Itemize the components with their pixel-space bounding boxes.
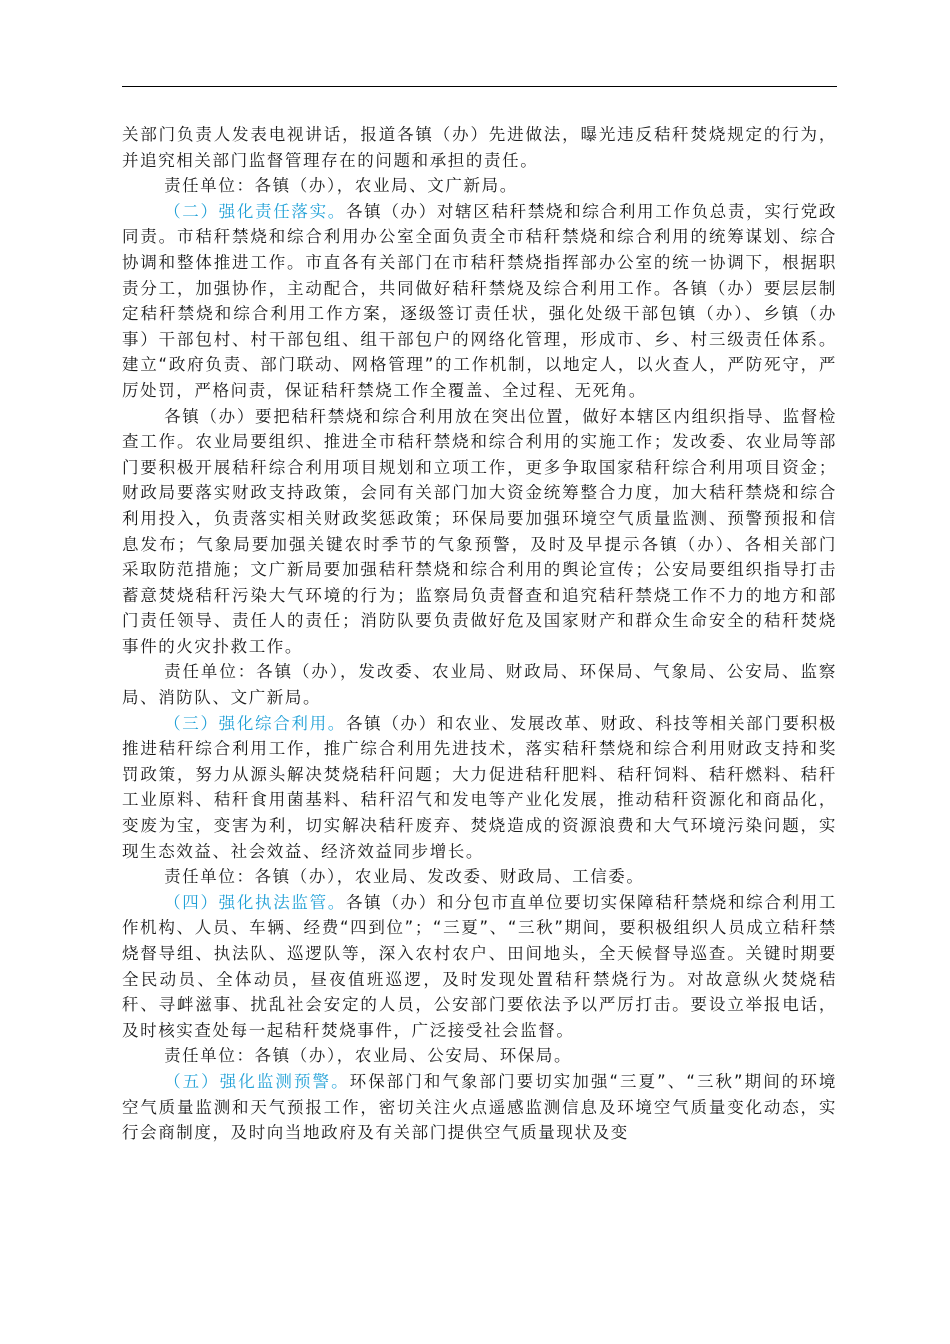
paragraph-continuation: 关部门负责人发表电视讲话，报道各镇（办）先进做法，曝光违反秸秆焚烧规定的行为，并追究相关部门监督管理存在的问题和承担的责任。 bbox=[122, 125, 837, 170]
responsibility-line: 责任单位：各镇（办），农业局、发改委、财政局、工信委。 bbox=[164, 867, 645, 887]
section-5-text: 环保部门和气象部门要切实加强“三夏”、“三秋”期间的环境空气质量监测和天气预报工作，密切关注火点遥感监测信息及环境空气质量变化动态，实行会商制度，及时向当地政府及有关部门提供空气质量现状及变 bbox=[122, 1071, 837, 1143]
section-2-paragraph bbox=[122, 199, 837, 404]
document-body bbox=[122, 122, 837, 1146]
section-2-text: 各镇（办）对辖区秸秆禁烧和综合利用工作负总责，实行党政同责。市秸秆禁烧和综合利用办公室全面负责全市秸秆禁烧和综合利用的统筹谋划、综合协调和整体推进工作。市直各有关部门在市秸秆禁烧指挥部办公室的统一协调下，根据职责分工，加强协作，主动配合，共同做好秸秆禁烧及综合利用工作。各镇（办）要层层制定秸秆禁烧和综合利用工作方案，逐级签订责任状，强化处级干部包镇（办）、乡镇（办事）干部包村、村干部包组、组干部包户的网络化管理，形成市、乡、村三级责任体系。建立“政府负责、部门联动、网格管理”的工作机制，以地定人，以火查人，严防死守，严厉处罚，严格问责，保证秸秆禁烧工作全覆盖、全过程、无死角。 bbox=[122, 201, 838, 400]
section-5-paragraph bbox=[122, 1069, 837, 1146]
section-4-paragraph bbox=[122, 890, 837, 1044]
paragraph-duties: 各镇（办）要把秸秆禁烧和综合利用放在突出位置，做好本辖区内组织指导、监督检查工作。农业局要组织、推进全市秸秆禁烧和综合利用的实施工作；发改委、农业局等部门要积极开展秸秆综合利用项目规划和立项工作，更多争取国家秸秆综合利用项目资金；财政局要落实财政支持政策，会同有关部门加大资金统筹整合力度，加大秸秆禁烧和综合利用投入，负责落实相关财政奖惩政策；环保局要加强环境空气质量监测、预警预报和信息发布；气象局要加强关键农时季节的气象预警，及时及早提示各镇（办）、各相关部门采取防范措施；文广新局要加强秸秆禁烧和综合利用的舆论宣传；公安局要组织指导打击蓄意焚烧秸秆污染大气环境的行为；监察局负责督查和追究秸秆禁烧工作不力的地方和部门责任领导、责任人的责任；消防队要负责做好危及国家财产和群众生命安全的秸秆焚烧事件的火灾扑救工作。 bbox=[122, 406, 837, 656]
section-4-text: 各镇（办）和分包市直单位要切实保障秸秆禁烧和综合利用工作机构、人员、车辆、经费“四到位”；“三夏”、“三秋”期间，要积极组织人员成立秸秆禁烧督导组、执法队、巡逻队等，深入农村农户、田间地头，全天候督导巡查。关键时期要全民动员、全体动员，昼夜值班巡逻，及时发现处置秸秆禁烧行为。对故意纵火焚烧秸秆、寻衅滋事、扰乱社会安定的人员，公安部门要依法予以严厉打击。要设立举报电话，及时核实查处每一起秸秆焚烧事件，广泛接受社会监督。 bbox=[122, 892, 838, 1040]
section-3-text: 各镇（办）和农业、发展改革、财政、科技等相关部门要积极推进秸秆综合利用工作，推广综合利用先进技术，落实秸秆禁烧和综合利用财政支持和奖罚政策，努力从源头解决焚烧秸秆问题；大力促进秸秆肥料、秸秆饲料、秸秆燃料、秸秆工业原料、秸秆食用菌基料、秸秆沼气和发电等产业化发展，推动秸秆资源化和商品化，变废为宝，变害为利，切实解决秸秆废弃、焚烧造成的资源浪费和大气环境污染问题，实现生态效益、社会效益、经济效益同步增长。 bbox=[122, 713, 838, 861]
header-rule bbox=[122, 86, 837, 87]
section-4-heading: （四）强化执法监管。 bbox=[164, 892, 346, 912]
responsibility-line: 责任单位：各镇（办），农业局、文广新局。 bbox=[164, 176, 518, 196]
section-2-heading: （二）强化责任落实。 bbox=[164, 201, 346, 221]
responsibility-line: 责任单位：各镇（办），发改委、农业局、财政局、环保局、气象局、公安局、监察局、消防队、文广新局。 bbox=[122, 662, 837, 708]
responsibility-line: 责任单位：各镇（办），农业局、公安局、环保局。 bbox=[164, 1046, 573, 1066]
section-5-heading: （五）强化监测预警。 bbox=[164, 1071, 350, 1091]
section-3-paragraph bbox=[122, 711, 837, 865]
section-3-heading: （三）强化综合利用。 bbox=[164, 713, 346, 733]
